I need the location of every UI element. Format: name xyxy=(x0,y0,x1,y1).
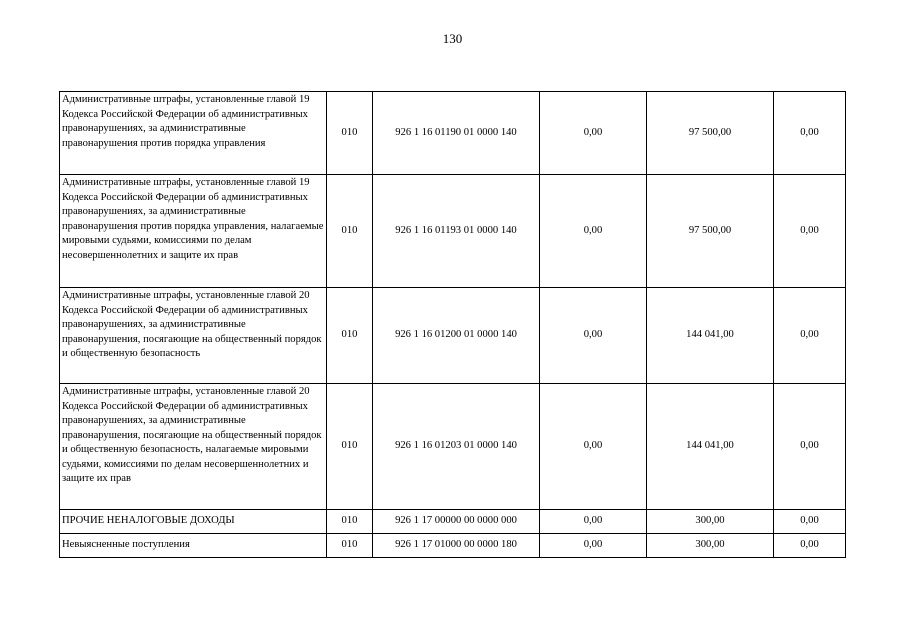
value-cell: 0,00 xyxy=(774,534,846,558)
budget-code-cell: 926 1 16 01203 01 0000 140 xyxy=(373,384,540,510)
line-code-cell: 010 xyxy=(327,92,373,175)
budget-code-cell: 926 1 16 01200 01 0000 140 xyxy=(373,288,540,384)
table-row xyxy=(60,288,846,384)
income-name-cell: Административные штрафы, установленные главой 20 Кодекса Российской Федерации об административных правонарушениях, за административные правонарушения, посягающие на общественный порядок и общественную безопасность, налагаемые мировыми судьями, комиссиями по делам несовершеннолетних и защите их прав xyxy=(60,384,327,510)
value-cell: 0,00 xyxy=(540,175,647,288)
value-cell: 144 041,00 xyxy=(647,384,774,510)
table-row xyxy=(60,510,846,534)
value-cell: 97 500,00 xyxy=(647,175,774,288)
value-cell: 0,00 xyxy=(774,288,846,384)
table-row xyxy=(60,534,846,558)
income-name-cell: Административные штрафы, установленные главой 19 Кодекса Российской Федерации об административных правонарушениях, за административные правонарушения против порядка управления xyxy=(60,92,327,175)
line-code-cell: 010 xyxy=(327,175,373,288)
value-cell: 0,00 xyxy=(774,384,846,510)
page-number: 130 xyxy=(442,31,463,46)
value-cell: 0,00 xyxy=(540,384,647,510)
line-code-cell: 010 xyxy=(327,288,373,384)
revenue-table xyxy=(59,91,846,558)
value-cell: 0,00 xyxy=(540,534,647,558)
line-code-cell: 010 xyxy=(327,384,373,510)
value-cell: 0,00 xyxy=(540,510,647,534)
table-row xyxy=(60,92,846,175)
value-cell: 0,00 xyxy=(774,92,846,175)
table-row xyxy=(60,175,846,288)
value-cell: 300,00 xyxy=(647,534,774,558)
budget-code-cell: 926 1 16 01193 01 0000 140 xyxy=(373,175,540,288)
table-row xyxy=(60,384,846,510)
line-code-cell: 010 xyxy=(327,510,373,534)
value-cell: 0,00 xyxy=(540,288,647,384)
value-cell: 0,00 xyxy=(774,510,846,534)
value-cell: 0,00 xyxy=(540,92,647,175)
value-cell: 0,00 xyxy=(774,175,846,288)
value-cell: 97 500,00 xyxy=(647,92,774,175)
budget-code-cell: 926 1 17 00000 00 0000 000 xyxy=(373,510,540,534)
budget-code-cell: 926 1 16 01190 01 0000 140 xyxy=(373,92,540,175)
line-code-cell: 010 xyxy=(327,534,373,558)
income-name-cell: Невыясненные поступления xyxy=(60,534,327,558)
income-name-cell: Административные штрафы, установленные главой 19 Кодекса Российской Федерации об административных правонарушениях, за административные правонарушения против порядка управления, налагаемые мировыми судьями, комиссиями по делам несовершеннолетних и защите их прав xyxy=(60,175,327,288)
value-cell: 300,00 xyxy=(647,510,774,534)
value-cell: 144 041,00 xyxy=(647,288,774,384)
budget-code-cell: 926 1 17 01000 00 0000 180 xyxy=(373,534,540,558)
income-name-cell: ПРОЧИЕ НЕНАЛОГОВЫЕ ДОХОДЫ xyxy=(60,510,327,534)
income-name-cell: Административные штрафы, установленные главой 20 Кодекса Российской Федерации об административных правонарушениях, за административные правонарушения, посягающие на общественный порядок и общественную безопасность xyxy=(60,288,327,384)
